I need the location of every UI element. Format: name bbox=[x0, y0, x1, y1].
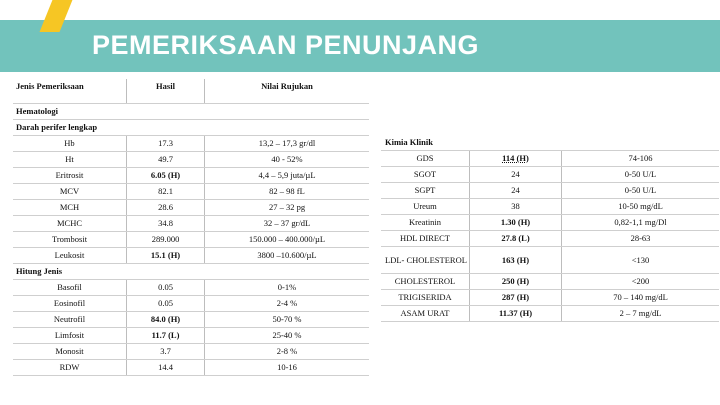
test-name: CHOLESTEROL bbox=[381, 274, 470, 290]
section-row bbox=[13, 104, 369, 120]
test-name: LDL- CHOLESTEROL bbox=[381, 247, 470, 274]
table-row bbox=[381, 231, 719, 247]
header-jenis: Jenis Pemeriksaan bbox=[13, 79, 127, 104]
test-name: Eosinofil bbox=[13, 296, 127, 312]
table-row bbox=[13, 168, 369, 184]
test-reference: 2-4 % bbox=[205, 296, 370, 312]
test-result: 14.4 bbox=[127, 360, 205, 376]
table-row bbox=[381, 183, 719, 199]
section-darah-perifer: Darah perifer lengkap bbox=[13, 120, 369, 136]
test-reference: 74-106 bbox=[562, 151, 720, 167]
test-result: 17.3 bbox=[127, 136, 205, 152]
section-row bbox=[13, 264, 369, 280]
test-name: TRIGISERIDA bbox=[381, 290, 470, 306]
test-reference: 32 – 37 gr/dL bbox=[205, 216, 370, 232]
test-name: SGPT bbox=[381, 183, 470, 199]
section-kimia-klinik: Kimia Klinik bbox=[381, 135, 719, 151]
test-result: 6.05 (H) bbox=[127, 168, 205, 184]
table-header-row bbox=[13, 79, 369, 104]
header-nilai-rujukan: Nilai Rujukan bbox=[205, 79, 370, 104]
test-result: 1.30 (H) bbox=[470, 215, 562, 231]
test-result: 34.8 bbox=[127, 216, 205, 232]
section-row bbox=[381, 135, 719, 151]
test-reference: 2-8 % bbox=[205, 344, 370, 360]
test-reference: 4,4 – 5,9 juta/µL bbox=[205, 168, 370, 184]
test-result: 27.8 (L) bbox=[470, 231, 562, 247]
test-reference: 3800 –10.600/µL bbox=[205, 248, 370, 264]
test-reference: 10-16 bbox=[205, 360, 370, 376]
test-result: 28.6 bbox=[127, 200, 205, 216]
hematology-table bbox=[13, 79, 369, 376]
test-reference: 40 - 52% bbox=[205, 152, 370, 168]
test-name: Leukosit bbox=[13, 248, 127, 264]
test-result: 11.37 (H) bbox=[470, 306, 562, 322]
section-row bbox=[13, 120, 369, 136]
test-reference: 82 – 98 fL bbox=[205, 184, 370, 200]
table-row bbox=[13, 136, 369, 152]
test-result: 11.7 (L) bbox=[127, 328, 205, 344]
table-row bbox=[13, 216, 369, 232]
test-result: 163 (H) bbox=[470, 247, 562, 274]
test-reference: 150.000 – 400.000/µL bbox=[205, 232, 370, 248]
test-name: GDS bbox=[381, 151, 470, 167]
test-reference: <130 bbox=[562, 247, 720, 274]
table-row bbox=[13, 312, 369, 328]
test-result: 84.0 (H) bbox=[127, 312, 205, 328]
table-row bbox=[381, 274, 719, 290]
test-name: Kreatinin bbox=[381, 215, 470, 231]
test-name: Eritrosit bbox=[13, 168, 127, 184]
table-row bbox=[381, 199, 719, 215]
test-result bbox=[470, 151, 562, 167]
test-reference: 50-70 % bbox=[205, 312, 370, 328]
table-row bbox=[13, 248, 369, 264]
table-row bbox=[381, 290, 719, 306]
test-result: 24 bbox=[470, 183, 562, 199]
header-hasil: Hasil bbox=[127, 79, 205, 104]
table-row bbox=[381, 215, 719, 231]
test-name: Basofil bbox=[13, 280, 127, 296]
test-result: 289.000 bbox=[127, 232, 205, 248]
table-row bbox=[13, 344, 369, 360]
test-reference: 0-50 U/L bbox=[562, 183, 720, 199]
table-row bbox=[381, 306, 719, 322]
test-name: MCH bbox=[13, 200, 127, 216]
test-result: 0.05 bbox=[127, 280, 205, 296]
test-reference: 0-50 U/L bbox=[562, 167, 720, 183]
test-result: 82.1 bbox=[127, 184, 205, 200]
test-name: Monosit bbox=[13, 344, 127, 360]
test-reference: 2 – 7 mg/dL bbox=[562, 306, 720, 322]
test-name: HDL DIRECT bbox=[381, 231, 470, 247]
test-reference: 0-1% bbox=[205, 280, 370, 296]
test-name: Limfosit bbox=[13, 328, 127, 344]
table-row bbox=[13, 280, 369, 296]
test-name: Hb bbox=[13, 136, 127, 152]
test-result: 287 (H) bbox=[470, 290, 562, 306]
test-result: 24 bbox=[470, 167, 562, 183]
section-hematologi: Hematologi bbox=[13, 104, 369, 120]
table-row bbox=[13, 360, 369, 376]
test-result: 3.7 bbox=[127, 344, 205, 360]
table-row bbox=[381, 167, 719, 183]
test-reference: <200 bbox=[562, 274, 720, 290]
test-result: 0.05 bbox=[127, 296, 205, 312]
test-reference: 70 – 140 mg/dL bbox=[562, 290, 720, 306]
test-name: Ureum bbox=[381, 199, 470, 215]
section-hitung-jenis: Hitung Jenis bbox=[13, 264, 369, 280]
test-name: RDW bbox=[13, 360, 127, 376]
table-row bbox=[13, 328, 369, 344]
slide-title: PEMERIKSAAN PENUNJANG bbox=[92, 30, 480, 60]
table-row bbox=[13, 152, 369, 168]
clinical-chemistry-table bbox=[381, 135, 719, 322]
test-name: MCHC bbox=[13, 216, 127, 232]
table-row bbox=[13, 200, 369, 216]
table-row bbox=[13, 184, 369, 200]
test-reference: 25-40 % bbox=[205, 328, 370, 344]
test-name: Ht bbox=[13, 152, 127, 168]
table-row bbox=[13, 232, 369, 248]
test-reference: 13,2 – 17,3 gr/dl bbox=[205, 136, 370, 152]
table-row bbox=[381, 247, 719, 274]
test-reference: 10-50 mg/dL bbox=[562, 199, 720, 215]
test-name: SGOT bbox=[381, 167, 470, 183]
test-name: Trombosit bbox=[13, 232, 127, 248]
table-row bbox=[13, 296, 369, 312]
test-name: MCV bbox=[13, 184, 127, 200]
table-row bbox=[381, 151, 719, 167]
test-result: 15.1 (H) bbox=[127, 248, 205, 264]
test-result: 250 (H) bbox=[470, 274, 562, 290]
test-name: ASAM URAT bbox=[381, 306, 470, 322]
test-reference: 0,82-1,1 mg/Dl bbox=[562, 215, 720, 231]
test-result: 49.7 bbox=[127, 152, 205, 168]
test-result-value: 114 (H) bbox=[502, 153, 529, 163]
test-reference: 27 – 32 pg bbox=[205, 200, 370, 216]
test-name: Neutrofil bbox=[13, 312, 127, 328]
test-reference: 28-63 bbox=[562, 231, 720, 247]
test-result: 38 bbox=[470, 199, 562, 215]
